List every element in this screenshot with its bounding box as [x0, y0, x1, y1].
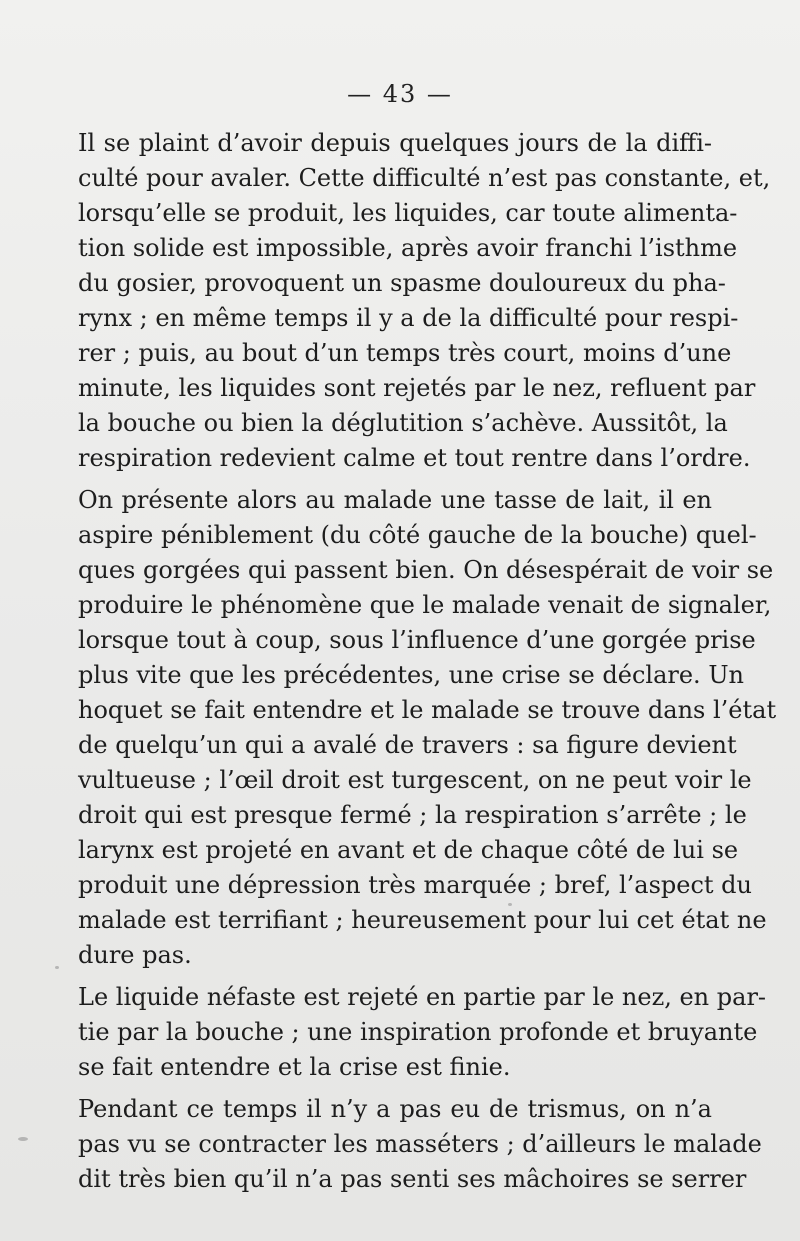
text-line: respiration redevient calme et tout rentre dans l’ordre.	[78, 444, 751, 472]
text-line: lorsqu’elle se produit, les liquides, car toute alimenta-	[78, 199, 738, 227]
text-line: tion solide est impossible, après avoir franchi l’isthme	[78, 234, 738, 262]
page-number: — 43 —	[347, 80, 453, 108]
text-line: rynx ; en même temps il y a de la difficulté pour respi-	[78, 304, 739, 332]
text-line: du gosier, provoquent un spasme douloureux du pha-	[78, 269, 726, 297]
paper-speck	[508, 903, 512, 906]
text-line: de quelqu’un qui a avalé de travers : sa figure devient	[78, 731, 737, 759]
text-line: plus vite que les précédentes, une crise se déclare. Un	[78, 661, 744, 689]
text-line: lorsque tout à coup, sous l’influence d’une gorgée prise	[78, 626, 756, 654]
text-line: dit très bien qu’il n’a pas senti ses mâchoires se serrer	[78, 1165, 747, 1193]
text-line: produire le phénomène que le malade venait de signaler,	[78, 591, 772, 619]
text-line: culté pour avaler. Cette difficulté n’est pas constante, et,	[78, 164, 771, 192]
text-line: larynx est projeté en avant et de chaque côté de lui se	[78, 836, 739, 864]
text-line: On présente alors au malade une tasse de lait, il en	[78, 486, 712, 514]
text-line: vultueuse ; l’œil droit est turgescent, on ne peut voir le	[78, 766, 752, 794]
paragraph-2	[78, 483, 777, 973]
paragraph-4	[78, 1092, 762, 1197]
paragraph-3	[78, 980, 767, 1085]
text-line: tie par la bouche ; une inspiration profonde et bruyante	[78, 1018, 758, 1046]
text-line: rer ; puis, au bout d’un temps très court, moins d’une	[78, 339, 732, 367]
text-line: Il se plaint d’avoir depuis quelques jours de la diffi-	[78, 129, 712, 157]
paragraph-1	[78, 126, 771, 476]
paper-speck	[55, 966, 59, 969]
text-line: Pendant ce temps il n’y a pas eu de trismus, on n’a	[78, 1095, 712, 1123]
text-line: la bouche ou bien la déglutition s’achève. Aussitôt, la	[78, 409, 728, 437]
text-line: malade est terrifiant ; heureusement pour lui cet état ne	[78, 906, 767, 934]
text-line: produit une dépression très marquée ; bref, l’aspect du	[78, 871, 752, 899]
text-line: dure pas.	[78, 941, 192, 969]
text-line: hoquet se fait entendre et le malade se trouve dans l’état	[78, 696, 777, 724]
text-line: minute, les liquides sont rejetés par le nez, refluent par	[78, 374, 756, 402]
text-line: pas vu se contracter les masséters ; d’ailleurs le malade	[78, 1130, 762, 1158]
body-text	[78, 126, 777, 1204]
paper-speck	[18, 1137, 28, 1141]
text-line: Le liquide néfaste est rejeté en partie par le nez, en par-	[78, 983, 767, 1011]
text-line: ques gorgées qui passent bien. On désespérait de voir se	[78, 556, 774, 584]
text-line: aspire péniblement (du côté gauche de la bouche) quel-	[78, 521, 757, 549]
text-line: se fait entendre et la crise est finie.	[78, 1053, 511, 1081]
text-line: droit qui est presque fermé ; la respiration s’arrête ; le	[78, 801, 747, 829]
